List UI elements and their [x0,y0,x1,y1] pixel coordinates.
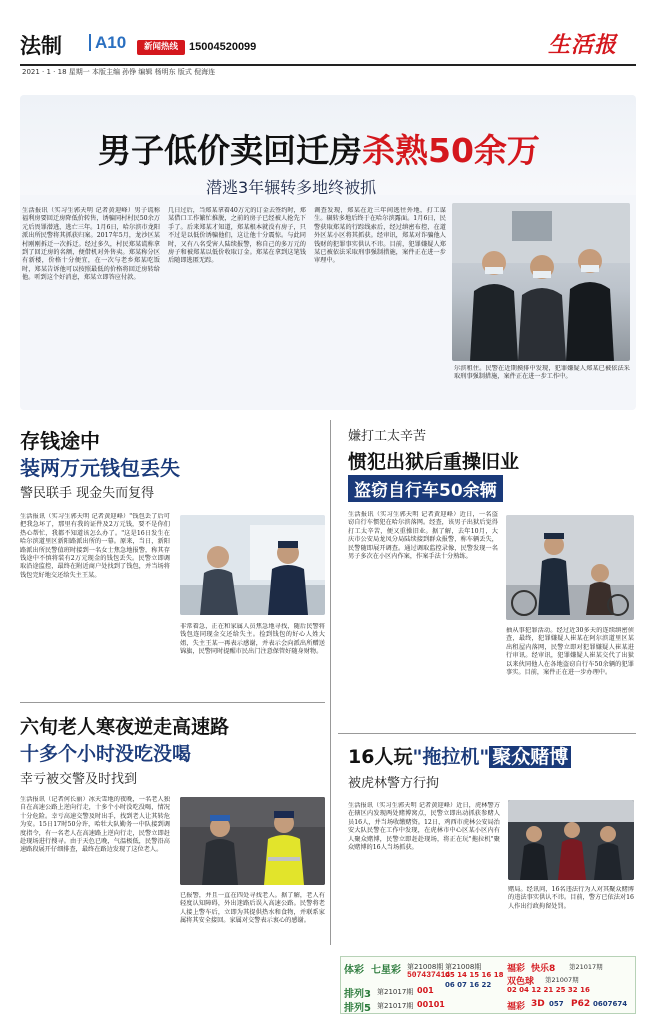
lottery-mid-issue: 第21008期 [445,963,482,971]
lottery-pl3-numbers: 001 [417,986,434,995]
lottery-kl8-game: 快乐8 [531,964,556,974]
lottery-p62-game: P62 [571,999,591,1009]
lead-subheadline: 潜逃3年辗转多地终被抓 [206,178,377,197]
lottery-3d-numbers: 057 [549,1000,564,1008]
lead-headline-red: 杀熟50余万 [362,131,540,170]
bike-photo [506,515,634,620]
lead-col-1: 生活报讯（实习生郭天明 记者黄迎峰）男子谎称福利房要回迁房降低价转售，诱骗同村村民50余万元后畏罪潜逃，逃亡三年。1月6日，哈尔滨市龙阳派出所民警将其抓获归案。2017年5月，龙沙区某村刚刚拆迁一次拆迁。经过多久，村民郑某谎称拿到了回迁房的名额，便借机对外售卖。郑某称分区有新楼，价格十分便宜，在一次与老乡郑某吃饭时，郑某告诉他可以按照最低的价格将回迁房转给他。听到这个好消息，郑某立即答应付款。 [22,207,160,282]
gambling-subheadline: 被虎林警方行拘 [348,776,440,791]
lottery-mid-numbers: 05 14 15 16 18 [445,971,504,979]
lottery-double-game: 双色球 [507,977,535,987]
lead-photo-figures [452,203,630,361]
lottery-strip [340,956,636,1014]
hotline-number: 15004520099 [189,41,257,53]
lottery-p62-numbers: 0607674 [593,1000,628,1008]
lead-col-4: 尔滨租住。民警在近期摸排中发现，犯罪嫌疑人郑某已被依法采取刑事强制措施，案件正在进一步工作中。 [454,365,630,381]
lottery-mid-row2: 06 07 16 22 [445,981,492,989]
lottery-pl5-label: 排列5 [344,1003,371,1014]
wallet-photo-scene [180,515,325,615]
hotline-badge: 新闻热线 [137,40,185,55]
wallet-subheadline: 警民联手 现金失而复得 [20,486,155,501]
bike-col-3: 抽从事犯罪活动。经过近30多天的连续缜密侦查，最终，犯罪嫌疑人崔某在阿尔滨道里区某出租屋内落网，民警立即对犯罪嫌疑人崔某进行审讯。经审讯，犯罪嫌疑人崔某交代了出狱以来伙同他人在各地盗窃自行车50余辆的犯罪事实。目前，案件正在进一步办理中。 [506,627,634,677]
gambling-photo-scene [508,800,634,880]
lottery-3d-game: 3D [531,999,545,1009]
lead-headline [98,125,540,172]
wallet-article [20,425,325,700]
highway-col-2: 已报警，并且一直在四处寻找老人。据了解，老人有轻度认知障碍，外出迷路后误入高速公路。民警将老人接上警车后，立即为其提供热水和食物，并联系家属将其安全接回。家属对交警表示衷心的感谢。 [180,892,325,925]
masthead-rule [20,64,636,66]
highway-headline-2: 十多个小时没吃没喝 [20,743,192,765]
highway-photo-scene [180,797,325,885]
gambling-col-2: 赌局。经讯问，16名违法行为人对其聚众赌博的违法事实供认不讳。目前，警方已依法对16人作出行政拘留处罚。 [508,886,634,910]
lottery-pl3-issue: 第21017期 [377,988,414,996]
wallet-col-1: 生活报讯（实习生郭天明 记者黄迎峰）"钱包丢了后可把我急坏了，那里有我的证件及2万元钱，要不是你们热心帮忙，我都不知道该怎么办了。"这是16日发生在哈尔滨道里区新阳路派出所的一幕。原来，当日，新阳路派出所民警值班时接到一名女士焦急地报警，称其存钱途中不慎将装有2万元现金的钱包丢失。民警立即调取沿途监控，最终在附近商户处找到了钱包，并当场将钱包完好地交还给失主王某。 [20,513,170,579]
gambling-photo [508,800,634,880]
bike-kicker: 嫌打工太辛苦 [348,429,427,444]
lottery-pl3-label: 排列3 [344,989,371,1000]
newspaper-logo: 生活报 [548,32,618,58]
lottery-welfare-logo: 福彩 [507,964,526,974]
page-number: A10 [89,34,126,51]
gambling-headline-part3: 聚众赌博 [489,746,571,768]
wallet-bottom-rule [20,702,325,703]
highway-headline-1: 六旬老人寒夜逆走高速路 [20,716,230,738]
bike-photo-scene [506,515,634,620]
bike-headline-inverse: 盗窃自行车50余辆 [348,475,503,502]
bike-bottom-rule [338,733,636,734]
wallet-photo [180,515,325,615]
gambling-headline-part2: "拖拉机" [412,746,490,768]
bike-headline: 惯犯出狱后重操旧业 [348,451,520,473]
lead-article [20,95,636,410]
bike-col-1: 生活报讯（实习生郭天明 记者黄迎峰）近日，一名盗窃自行车惯犯在哈尔滨落网。经查，该男子出狱后觉得打工太辛苦，便又重操旧业。据了解，去年10月，大庆市公安局龙凤分局陆续接到群众报警，称车辆丢失，民警随即展开调查。通过调取监控录像，民警发现一名男子多次在小区内作案，作案手法十分熟练。 [348,511,498,561]
lottery-sports-logo: 体彩 [344,965,364,976]
lottery-pl5-numbers: 00101 [417,1000,445,1009]
wallet-col-2: 非常着急，正在和家属人员焦急地寻找，随后民警将钱包连同现金交还给失主。捡到钱包的好心人姓大姐，失主王某一再表示感谢，并表示会向派出所赠送锦旗，民警同时提醒市民出门注意保管好随身财物。 [180,623,325,656]
lead-col-3: 调查发现，郑某在近三年间逃往外地，打工谋生。辗转多地后终于在哈尔滨露面。1月6日，民警获取郑某的行踪线索后，经过缜密布控，在道外区某小区将其抓获。经审讯，郑某对诈骗他人钱财的犯罪事实供认不讳。目前，犯罪嫌疑人郑某已被依法采取刑事强制措施，案件正在进一步审理中。 [314,207,446,265]
dateline: 2021 · 1 · 18 星期一 本版主编 孙铮 编辑 杨明东 版式 倪海连 [22,68,216,76]
highway-article [20,712,325,952]
highway-subheadline: 幸亏被交警及时找到 [20,772,138,787]
masthead [0,0,654,80]
highway-col-1: 生活报讯（记者何长丽）冰天雪地的夜晚，一名老人独自在高速公路上逆向行走，十多个小时没吃没喝，情况十分危险。幸亏高速交警及时出手，找到老人让其转危为安。15日17时50分许，哈牡大队勤务一中队接到调度指令，有一名老人在高速路上逆向行走，民警立即赶赴现场进行搜寻。由于天色已晚，气温极低，民警沿高速路段展开仔细排查，最终在路边发现了这位老人。 [20,796,170,854]
lottery-kl8-issue: 第21017期 [569,963,603,971]
gambling-headline-part1: 16人玩 [348,746,413,768]
lottery-double-issue: 第21007期 [545,976,579,984]
section-title: 法制 [20,34,62,58]
bike-article [338,425,636,725]
highway-photo [180,797,325,885]
lottery-sports-issue: 第21008期 [407,963,444,971]
lead-col-2: 几日过后，当郑某拿着40万元的订金去签约时，郑某借口工作繁忙推脱，之前的房子已经被人抢先下手了。后来郑某才知道，郑某根本就没有房子，只不过是以低价诱骗他们，这让他十分震惊。与此同时，又有八名受害人陆续报警，称自己的多万元的房子和被郑某以低价收取订金。郑某在拿到这笔钱后随即逃匿无踪。 [168,207,306,265]
gambling-col-1: 生活报讯（实习生郭天明 记者黄迎峰）近日，虎林警方在辖区内发现两处赌博窝点，民警立即出动抓获参赌人员16人，并当场收缴赌资。12日，鸡西市虎林公安局治安大队民警在工作中发现，在虎林市中心区某小区内有人聚众赌博，民警立即赶赴现场，将正在玩"拖拉机"聚众赌博的16人当场抓获。 [348,802,500,852]
gambling-headline [348,742,571,769]
lottery-sports-numbers: 507437414 [407,971,451,980]
lead-photo [452,203,630,361]
lottery-sports-game: 七星彩 [371,965,401,976]
wallet-headline: 装两万元钱包丢失 [20,456,180,480]
gambling-article [338,742,636,952]
lottery-pl5-issue: 第21017期 [377,1002,414,1010]
wallet-kicker: 存钱途中 [20,429,100,453]
lottery-3d-logo: 福彩 [507,1002,526,1012]
column-divider [330,420,331,945]
lead-headline-black: 男子低价卖回迁房 [98,131,362,170]
lottery-double-numbers: 02 04 12 21 25 32 16 [507,986,590,994]
